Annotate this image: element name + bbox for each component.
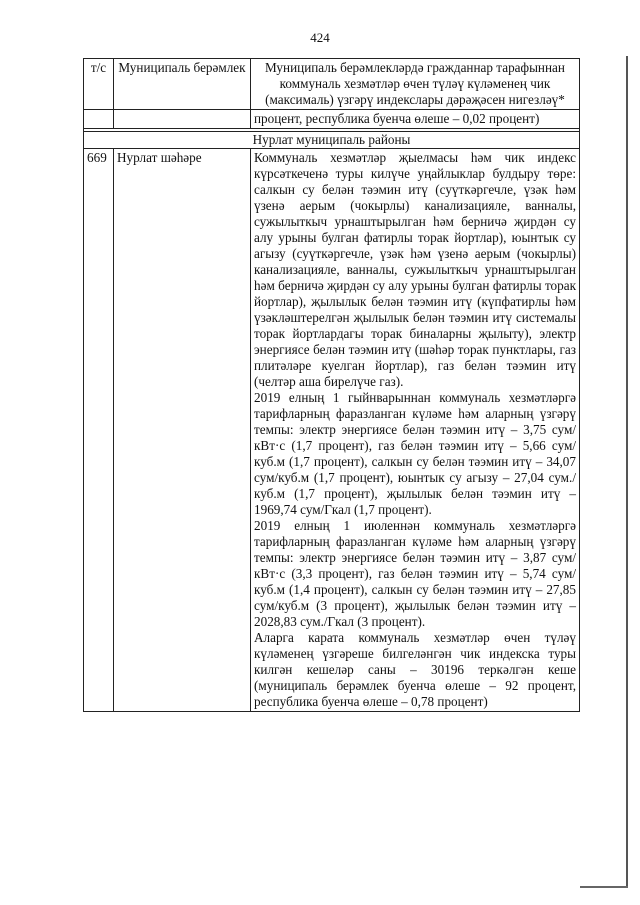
section-title: Нурлат муниципаль районы	[84, 132, 580, 149]
scan-edge-line	[626, 56, 628, 886]
section-row	[84, 132, 580, 149]
page-number: 424	[310, 30, 330, 45]
continuation-num-cell	[84, 110, 114, 129]
paragraph-amenities: Коммуналь хезмәтләр җыелмасы һәм чик индекс күрсәткеченә туры килүче уңайлыклар булдыру төре: салкын су белән тәэмин итү (суүткәргечле, үзәк һәм үзенә аерым (чокырлы) канализацияле, ванналы, сужылыткыч урнаштырылган һәм берничә җирдән су алу урыны булган фатирлы торак йортлар), юынтык су агызу (суүткәргечле, үзәк һәм үзенә аерым (чокырлы) канализацияле, ванналы, сужылыткыч урнаштырылган һәм берничә җирдән су алу урыны булган фатирлы торак йортлар), җылылык белән тәэмин итү (күпфатирлы һәм үзәкләштерелгән җылылык белән тәэмин итү системалы торак йортлардагы торак биналарны җылыту), электр энергиясе белән тәэмин итү (шәһәр торак пунктлары, газ плитәләре куелган йортлар), газ белән тәэмин итү (челтәр аша бирелүче газ).	[254, 150, 576, 389]
continuation-text: процент, республика буенча өлеше – 0,02 процент)	[251, 110, 580, 129]
table-row	[84, 149, 580, 712]
row-num: 669	[84, 149, 114, 712]
header-num: т/с	[84, 59, 114, 110]
continuation-row	[84, 110, 580, 129]
paragraph-january-tariffs: 2019 елның 1 гыйнварыннан коммуналь хезмәтләргә тарифларның фаразланган күләме һәм аларның үзгәрү темпы: электр энергиясе белән тәэмин итү – 3,75 сум/кВт·с (1,7 процент), газ белән тәэмин итү – 5,66 сум/куб.м (1,7 процент), салкын су белән тәэмин итү – 34,07 сум/куб.м (1,7 процент), юынтык су агызу – 27,04 сум./куб.м (1,7 процент), җылылык белән тәэмин итү – 1969,74 сум/Гкал (1,7 процент).	[254, 390, 576, 517]
continuation-municipality-cell	[114, 110, 251, 129]
row-description	[251, 149, 580, 712]
table-header-row	[84, 59, 580, 110]
header-municipality: Муниципаль берәмлек	[114, 59, 251, 110]
paragraph-july-tariffs: 2019 елның 1 июленнән коммуналь хезмәтләргә тарифларның фаразланган күләме һәм аларның үзгәрү темпы: электр энергиясе белән тәэмин итү – 3,87 сум/кВт·с (3,3 процент), газ белән тәэмин итү – 5,74 сум/куб.м (1,4 процент), салкын су белән тәэмин итү – 27,85 сум/куб.м (3 процент), җылылык белән тәэмин итү – 2028,83 сум./Гкал (3 процент).	[254, 518, 576, 629]
paragraph-population: Аларга карата коммуналь хезмәтләр өчен түләү күләменең үзгәреше билгеләнгән чик индекска туры килгән кешеләр саны – 30196 теркәлгән кеше (муниципаль берәмлек буенча өлеше – 92 процент, республика буенча өлеше – 0,78 процент)	[254, 630, 576, 709]
row-municipality: Нурлат шәһәре	[114, 149, 251, 712]
scan-edge-bottom	[580, 886, 628, 888]
municipal-indices-table	[83, 58, 580, 712]
header-text: Муниципаль берәмлекләрдә гражданнар тарафыннан коммуналь хезмәтләр өчен түләү күләменең чик (максималь) үзгәрү индекслары дәрәҗәсен нигезләү*	[251, 59, 580, 110]
